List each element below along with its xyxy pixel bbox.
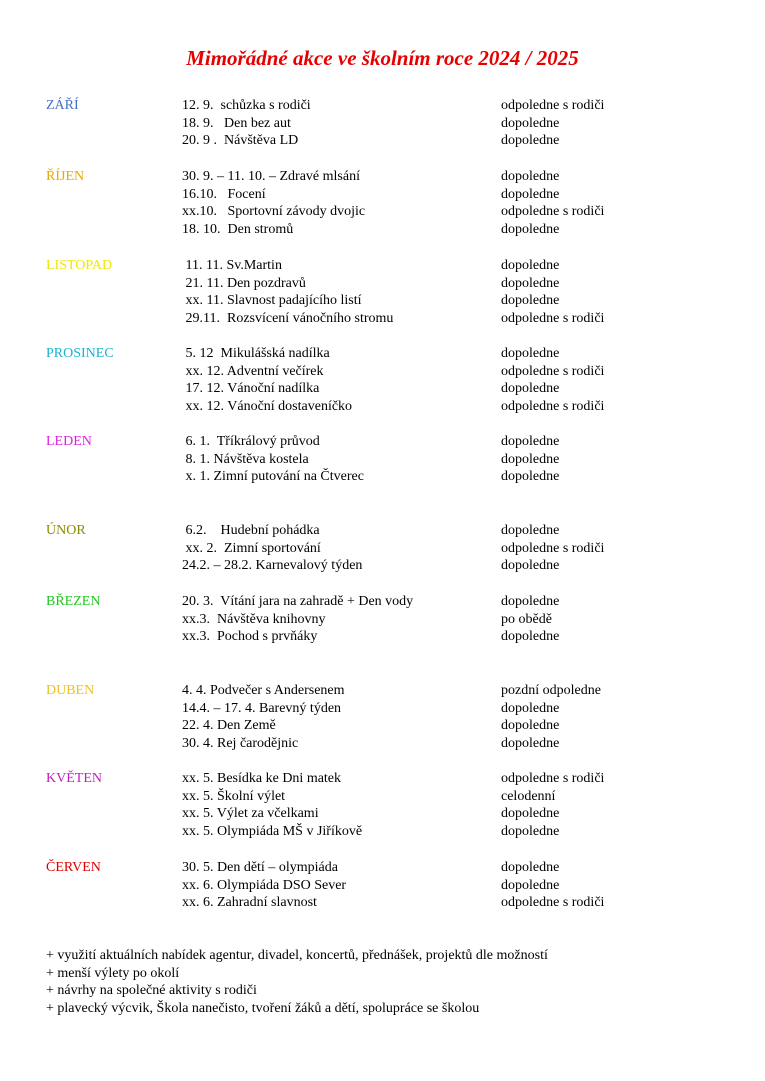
event-list xyxy=(182,345,742,415)
event-row xyxy=(182,132,742,150)
event-text: 20. 9 . Návštěva LD xyxy=(182,133,299,149)
event-row xyxy=(182,540,742,558)
event-row xyxy=(182,275,742,293)
event-time: dopoledne xyxy=(501,346,560,361)
event-row xyxy=(182,468,742,486)
event-text: 16.10. Focení xyxy=(182,186,266,202)
event-text: 14.4. – 17. 4. Barevný týden xyxy=(182,700,342,716)
event-text: xx. 12. Adventní večírek xyxy=(182,363,324,379)
event-list xyxy=(182,97,742,150)
event-text: xx. 11. Slavnost padajícího listí xyxy=(182,293,362,309)
notes-list xyxy=(46,947,548,1017)
event-row xyxy=(182,859,742,877)
event-text: 5. 12 Mikulášská nadílka xyxy=(182,346,330,361)
event-time: dopoledne xyxy=(501,523,560,538)
event-time: dopoledne xyxy=(501,434,560,449)
event-time: dopoledne xyxy=(501,806,560,822)
event-list xyxy=(182,770,742,840)
event-time: odpoledne s rodiči xyxy=(501,310,605,326)
event-text: xx. 5. Výlet za včelkami xyxy=(182,806,319,822)
event-row xyxy=(182,168,742,186)
event-row xyxy=(182,97,742,115)
month-name: ZÁŘÍ xyxy=(46,98,79,113)
event-text: 6. 1. Tříkrálový průvod xyxy=(182,434,320,449)
note-item: + využití aktuálních nabídek agentur, divadel, koncertů, přednášek, projektů dle možností xyxy=(46,948,548,963)
event-text: xx. 5. Školní výlet xyxy=(182,788,286,804)
event-row xyxy=(182,522,742,540)
event-row xyxy=(182,788,742,806)
event-time: dopoledne xyxy=(501,258,560,273)
event-row xyxy=(182,345,742,363)
event-time: dopoledne xyxy=(501,133,560,149)
event-time: dopoledne xyxy=(501,115,560,131)
event-list xyxy=(182,257,742,327)
event-row xyxy=(182,628,742,646)
event-row xyxy=(182,221,742,239)
event-time: dopoledne xyxy=(501,451,560,467)
event-text: 12. 9. schůzka s rodiči xyxy=(182,98,311,113)
month-name: LEDEN xyxy=(46,434,92,449)
event-text: 6.2. Hudební pohádka xyxy=(182,523,320,538)
event-time: dopoledne xyxy=(501,860,560,875)
event-time: dopoledne xyxy=(501,823,560,839)
event-row xyxy=(182,398,742,416)
event-text: 30. 5. Den dětí – olympiáda xyxy=(182,860,338,875)
event-list xyxy=(182,682,742,752)
event-time: odpoledne s rodiči xyxy=(501,98,605,113)
event-time: odpoledne s rodiči xyxy=(501,204,605,220)
event-text: xx. 12. Vánoční dostaveníčko xyxy=(182,398,353,414)
page-title: Mimořádné akce ve školním roce 2024 / 2025 xyxy=(186,46,579,70)
event-text: xx.3. Návštěva knihovny xyxy=(182,611,326,627)
event-list xyxy=(182,433,742,486)
month-name: ČERVEN xyxy=(46,860,101,875)
event-time: dopoledne xyxy=(501,275,560,291)
note-item: + návrhy na společné aktivity s rodiči xyxy=(46,983,257,999)
event-time: dopoledne xyxy=(501,469,560,485)
event-time: dopoledne xyxy=(501,381,560,397)
note-item: + plavecký výcvik, Škola nanečisto, tvoření žáků a dětí, spolupráce se školou xyxy=(46,1000,480,1016)
event-row xyxy=(182,557,742,575)
note-item: + menší výlety po okolí xyxy=(46,965,180,981)
month-name: KVĚTEN xyxy=(46,771,102,786)
month-name: ŘÍJEN xyxy=(46,169,85,184)
event-row xyxy=(182,894,742,912)
event-text: xx. 5. Olympiáda MŠ v Jiříkově xyxy=(182,823,363,839)
month-name: LISTOPAD xyxy=(46,258,113,273)
event-text: xx. 2. Zimní sportování xyxy=(182,540,321,556)
event-time: dopoledne xyxy=(501,186,560,202)
event-row xyxy=(182,451,742,469)
event-time: celodenní xyxy=(501,788,556,804)
event-row xyxy=(182,611,742,629)
event-row xyxy=(182,735,742,753)
event-time: odpoledne s rodiči xyxy=(501,398,605,414)
month-name: BŘEZEN xyxy=(46,594,101,609)
event-time: dopoledne xyxy=(501,877,560,893)
event-text: 20. 3. Vítání jara na zahradě + Den vody xyxy=(182,594,414,609)
event-time: dopoledne xyxy=(501,735,560,751)
event-row xyxy=(182,203,742,221)
event-text: xx. 6. Olympiáda DSO Sever xyxy=(182,877,347,893)
event-row xyxy=(182,877,742,895)
event-text: 22. 4. Den Země xyxy=(182,718,276,734)
event-row xyxy=(182,380,742,398)
event-text: 11. 11. Sv.Martin xyxy=(182,258,282,273)
event-time: odpoledne s rodiči xyxy=(501,771,605,786)
event-list xyxy=(182,168,742,238)
event-list xyxy=(182,593,742,646)
event-text: xx.3. Pochod s prvňáky xyxy=(182,629,318,645)
event-row xyxy=(182,770,742,788)
event-row xyxy=(182,700,742,718)
event-text: 17. 12. Vánoční nadílka xyxy=(182,381,320,397)
event-time: dopoledne xyxy=(501,169,560,184)
event-row xyxy=(182,823,742,841)
event-text: 21. 11. Den pozdravů xyxy=(182,275,306,291)
event-text: x. 1. Zimní putování na Čtverec xyxy=(182,469,364,485)
event-time: dopoledne xyxy=(501,718,560,734)
event-text: 4. 4. Podvečer s Andersenem xyxy=(182,683,345,698)
month-name: DUBEN xyxy=(46,683,95,698)
event-list xyxy=(182,522,742,575)
event-row xyxy=(182,115,742,133)
event-time: dopoledne xyxy=(501,700,560,716)
event-text: 8. 1. Návštěva kostela xyxy=(182,451,309,467)
event-row xyxy=(182,257,742,275)
event-text: xx.10. Sportovní závody dvojic xyxy=(182,204,366,220)
event-text: xx. 5. Besídka ke Dni matek xyxy=(182,771,342,786)
event-time: odpoledne s rodiči xyxy=(501,540,605,556)
event-row xyxy=(182,593,742,611)
month-name: PROSINEC xyxy=(46,346,114,361)
event-time: dopoledne xyxy=(501,293,560,309)
month-name: ÚNOR xyxy=(46,523,86,538)
event-text: 30. 9. – 11. 10. – Zdravé mlsání xyxy=(182,169,360,184)
event-row xyxy=(182,682,742,700)
event-row xyxy=(182,186,742,204)
event-time: dopoledne xyxy=(501,558,560,574)
event-time: odpoledne s rodiči xyxy=(501,363,605,379)
event-text: 18. 10. Den stromů xyxy=(182,221,294,237)
event-list xyxy=(182,859,742,912)
event-row xyxy=(182,310,742,328)
event-row xyxy=(182,717,742,735)
event-time: dopoledne xyxy=(501,221,560,237)
event-text: 24.2. – 28.2. Karnevalový týden xyxy=(182,558,363,574)
event-text: 30. 4. Rej čarodějnic xyxy=(182,735,299,751)
event-row xyxy=(182,805,742,823)
event-time: po obědě xyxy=(501,611,552,627)
event-text: 18. 9. Den bez aut xyxy=(182,115,291,131)
event-text: 29.11. Rozsvícení vánočního stromu xyxy=(182,310,394,326)
event-time: pozdní odpoledne xyxy=(501,683,601,698)
event-row xyxy=(182,363,742,381)
event-row xyxy=(182,433,742,451)
event-time: odpoledne s rodiči xyxy=(501,895,605,911)
event-time: dopoledne xyxy=(501,629,560,645)
event-row xyxy=(182,292,742,310)
event-text: xx. 6. Zahradní slavnost xyxy=(182,895,317,911)
event-time: dopoledne xyxy=(501,594,560,609)
